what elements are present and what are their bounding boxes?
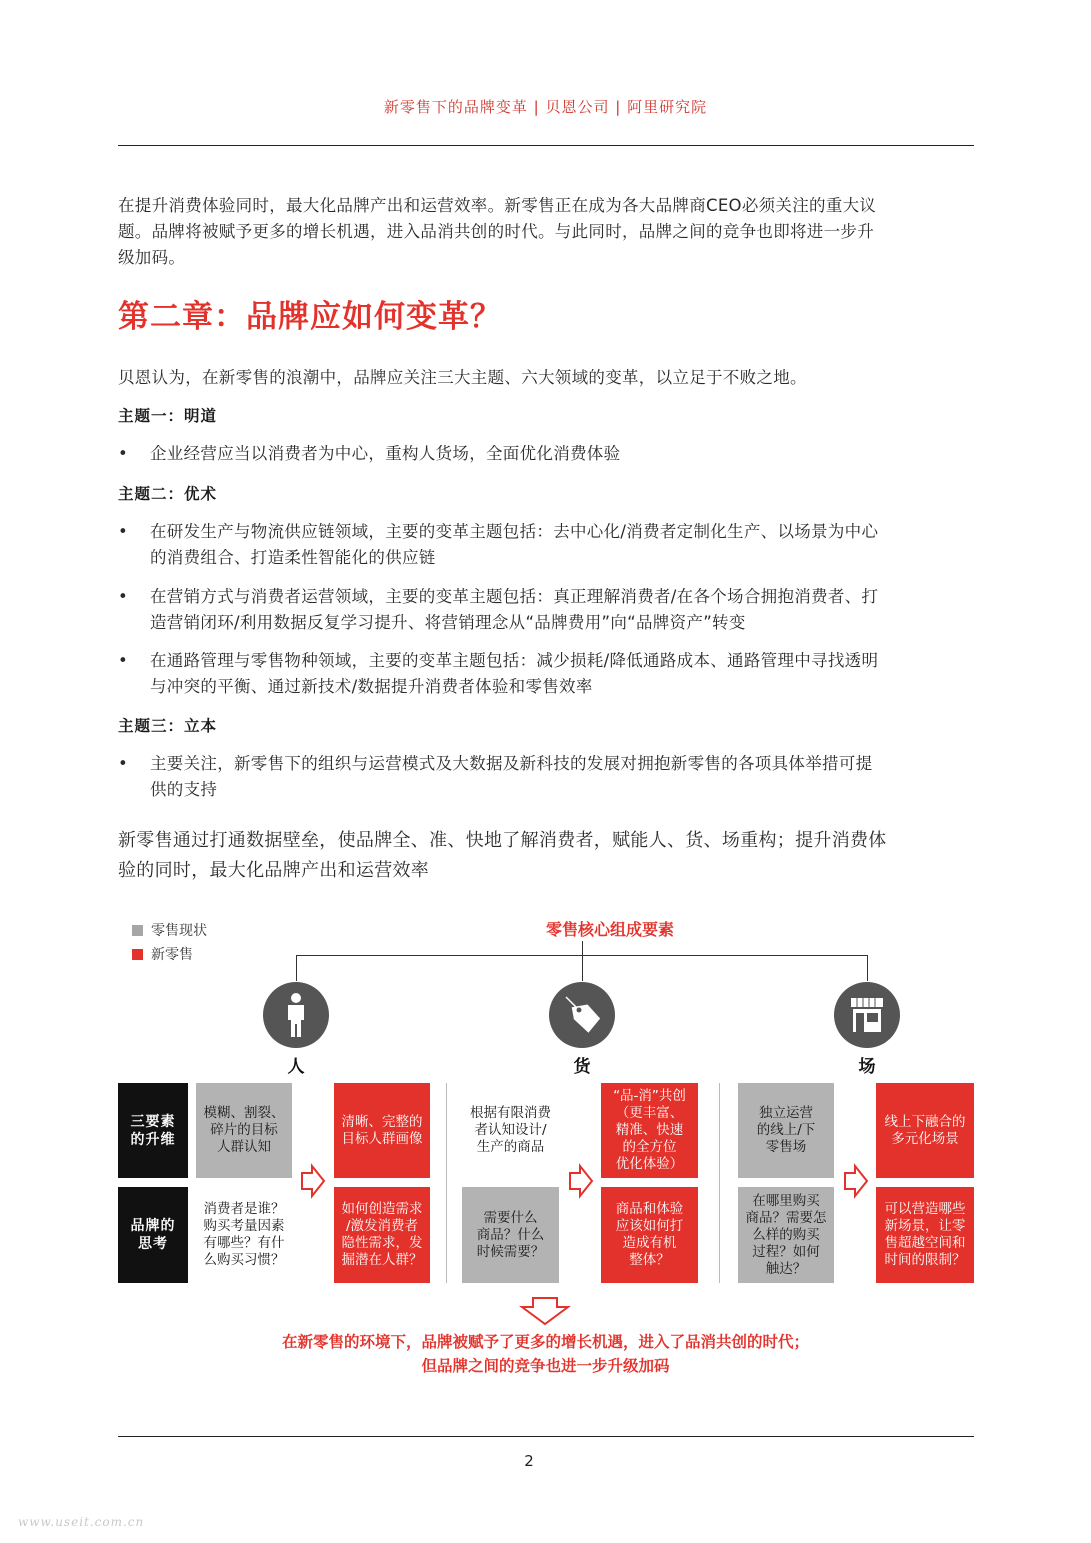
bullet-dot: • [118,444,129,463]
connector-line [582,955,583,981]
cell-goods-new-2 [601,1187,698,1283]
theme-heading: 主题一：明道 [118,407,218,425]
bullet-item [118,441,978,467]
cell-line: 清晰、完整的 [341,1113,423,1130]
cell-line: 么购买习惯？ [203,1252,285,1268]
storefront-icon [834,982,900,1048]
conclusion-line: 但品牌之间的竞争也进一步升级加码 [421,1357,670,1375]
cell-line: 有哪些？有什 [203,1235,285,1251]
cell-place-new-1 [876,1083,974,1178]
cell-line: 如何创造需求 [341,1201,423,1217]
summary-line: 验的同时，最大化品牌产出和运营效率 [118,860,430,881]
chapter-title: 第二章：品牌应如何变革？ [118,299,502,335]
cell-person-current-2 [196,1187,292,1283]
bullet-text: 造营销闭环/利用数据反复学习提升、将营销理念从“品牌费用”向“品牌资产”转变 [150,613,746,632]
bullet-text: 在营销方式与消费者运营领域，主要的变革主题包括：真正理解消费者/在各个场合拥抱消费者、打 [150,587,879,606]
summary-line: 新零售通过打通数据壁垒，使品牌全、准、快地了解消费者，赋能人、货、场重构；提升消费体 [118,830,887,851]
bullet-text: 与冲突的平衡、通过新技术/数据提升消费者体验和零售效率 [150,677,593,696]
header-divider [118,145,974,146]
theme-heading: 主题二：优术 [118,485,218,503]
legend-swatch-gray [132,925,143,936]
footer-divider [118,1436,974,1437]
cell-line: 优化体验） [615,1156,684,1172]
bullet-item [118,584,978,636]
cell-line: 商品和体验 [615,1201,684,1217]
intro-line: 在提升消费体验同时，最大化品牌产出和运营效率。新零售正在成为各大品牌商CEO必须关注的重大议 [118,196,877,215]
page-number: 2 [524,1452,534,1470]
pillar-label-person: 人 [287,1057,305,1077]
bullet-dot: • [118,587,129,606]
legend-item-current [132,922,207,940]
legend-swatch-red [132,949,143,960]
cell-line: 线上下融合的 [884,1113,966,1130]
cell-line: 隐性需求，发 [341,1235,423,1251]
cell-line: 时间的限制？ [884,1252,966,1268]
cell-line: 消费者是谁？ [203,1201,285,1217]
cell-line: 过程？如何 [752,1243,820,1260]
arrow-down-icon [519,1296,571,1326]
column-divider [719,1083,720,1283]
connector-line [296,955,297,981]
legend-label: 零售现状 [151,923,207,939]
cell-line: 独立运营 [759,1105,813,1121]
arrow-right-icon [568,1163,594,1199]
chapter-intro: 贝恩认为，在新零售的浪潮中，品牌应关注三大主题、六大领域的变革，以立足于不败之地。 [118,368,807,387]
cell-line: 碎片的目标 [210,1122,278,1138]
cell-line: 可以营造哪些 [884,1201,966,1217]
cell-line: 商品？需要怎 [745,1209,827,1226]
cell-line: 应该如何打 [615,1218,684,1234]
cell-line: 目标人群画像 [341,1130,423,1147]
bullet-text: 供的支持 [150,780,218,799]
cell-place-current-1 [738,1083,834,1178]
watermark: www.useit.com.cn [18,1515,145,1529]
bullet-text: 在通路管理与零售物种领域，主要的变革主题包括：减少损耗/降低通路成本、通路管理中寻找透明 [150,651,879,670]
cell-line: 购买考量因素 [203,1218,285,1234]
bullet-item [118,648,978,700]
intro-line: 级加码。 [118,248,186,267]
intro-line: 题。品牌将被赋予更多的增长机遇，进入品消共创的时代。与此同时，品牌之间的竞争也即将进一步升 [118,222,874,241]
theme-heading: 主题三：立本 [118,717,218,735]
pillar-label-place: 场 [858,1057,876,1077]
bullet-text: 的消费组合、打造柔性智能化的供应链 [150,548,436,567]
cell-line: 的线上/下 [756,1122,816,1138]
cell-line: 者认知设计/ [474,1122,547,1138]
cell-person-new-2 [334,1187,430,1283]
cell-line: 根据有限消费 [470,1105,551,1121]
connector-line [582,941,583,955]
running-header: 新零售下的品牌变革 | 贝恩公司 | 阿里研究院 [383,98,708,116]
row-label-dimension [118,1083,188,1178]
pillar-label-goods: 货 [573,1057,591,1077]
bullet-item [118,519,978,571]
cell-place-current-2 [738,1187,834,1283]
cell-goods-current-1 [462,1083,559,1178]
cell-place-new-2 [876,1187,974,1283]
bullet-item [118,751,978,803]
cell-line: 新场景，让零 [884,1218,966,1234]
diagram-title: 零售核心组成要素 [545,920,674,939]
arrow-right-icon [843,1163,869,1199]
legend-label: 新零售 [151,947,193,963]
cell-line: 商品？什么 [476,1226,545,1243]
cell-line: 整体？ [629,1252,670,1268]
row-label-line: 思考 [138,1236,168,1252]
cell-goods-current-2 [462,1187,559,1283]
cell-line: 生产的商品 [476,1139,545,1155]
row-label-line: 的升维 [130,1131,176,1148]
cell-line: 么样的购买 [752,1226,820,1243]
bullet-text: 主要关注，新零售下的组织与运营模式及大数据及新科技的发展对拥抱新零售的各项具体举措可提 [150,754,873,773]
bullet-dot: • [118,651,129,670]
bullet-text: 在研发生产与物流供应链领域，主要的变革主题包括：去中心化/消费者定制化生产、以场景为中心 [150,522,879,541]
bullet-dot: • [118,522,129,541]
cell-line: （更丰富、 [615,1105,684,1121]
cell-line: 售超越空间和 [884,1235,966,1251]
cell-line: “品-消”共创 [613,1088,686,1104]
diagram-conclusion [0,1330,1091,1378]
cell-line: 造成有机 [622,1235,677,1251]
cell-line: 模糊、割裂、 [203,1105,285,1121]
row-label-thinking [118,1187,188,1283]
cell-line: 掘潜在人群？ [341,1252,423,1268]
connector-line [867,955,868,981]
cell-line: 多元化场景 [891,1130,959,1147]
bullet-dot: • [118,754,129,773]
cell-line: 时候需要？ [476,1243,545,1260]
cell-line: 的全方位 [622,1139,677,1155]
cell-person-new-1 [334,1083,430,1178]
cell-person-current-1 [196,1083,292,1178]
cell-goods-new-1 [601,1083,698,1178]
cell-line: 触达？ [765,1260,807,1277]
legend-item-new [132,946,193,964]
cell-line: 在哪里购买 [752,1192,820,1209]
person-icon [263,982,329,1048]
cell-line: 人群认知 [217,1139,271,1155]
cell-line: 精准、快速 [615,1122,684,1138]
arrow-right-icon [300,1163,326,1199]
cell-line: 需要什么 [483,1209,538,1226]
row-label-line: 品牌的 [130,1218,176,1234]
cell-line: 零售场 [765,1139,807,1155]
conclusion-line: 在新零售的环境下，品牌被赋予了更多的增长机遇，进入了品消共创的时代； [281,1333,809,1351]
summary-paragraph [118,826,978,886]
intro-paragraph [118,193,978,271]
bullet-text: 企业经营应当以消费者为中心，重构人货场，全面优化消费体验 [150,444,621,463]
row-label-line: 三要素 [130,1113,176,1130]
cell-line: /激发消费者 [345,1218,419,1234]
column-divider [446,1083,447,1283]
price-tag-icon [549,982,615,1048]
